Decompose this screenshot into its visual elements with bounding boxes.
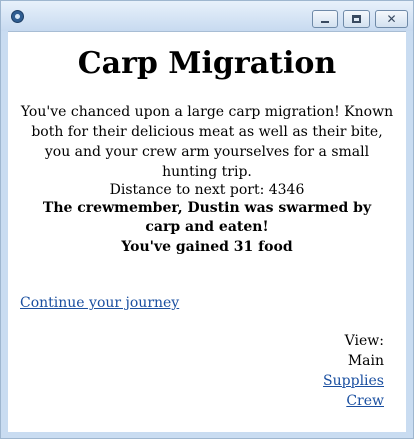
- view-menu: [323, 331, 384, 411]
- view-current: Main: [347, 353, 384, 369]
- view-label: View:: [344, 333, 384, 349]
- continue-link[interactable]: Continue your journey: [20, 295, 180, 311]
- event-description: You've chanced upon a large carp migration! Known both for their delicious meat as well as their bite, you and your crew arm yourselves for a small hunting trip.: [20, 104, 394, 180]
- maximize-button[interactable]: [343, 10, 370, 28]
- title-bar[interactable]: [1, 1, 413, 31]
- reward-text: You've gained 31 food: [121, 239, 293, 255]
- maximize-icon: [352, 15, 361, 23]
- close-icon: ✕: [386, 12, 397, 26]
- close-button[interactable]: [375, 10, 408, 28]
- page-title: Carp Migration: [77, 46, 337, 81]
- distance-label: Distance to next port: 4346: [109, 182, 305, 198]
- content-area: [8, 31, 406, 432]
- app-icon: [11, 10, 24, 23]
- minimize-button[interactable]: [312, 10, 338, 28]
- crew-link[interactable]: Crew: [346, 393, 384, 409]
- minimize-icon: [321, 21, 329, 23]
- event-outcome: The crewmember, Dustin was swarmed by carp and eaten!: [42, 200, 372, 235]
- supplies-link[interactable]: Supplies: [323, 373, 384, 389]
